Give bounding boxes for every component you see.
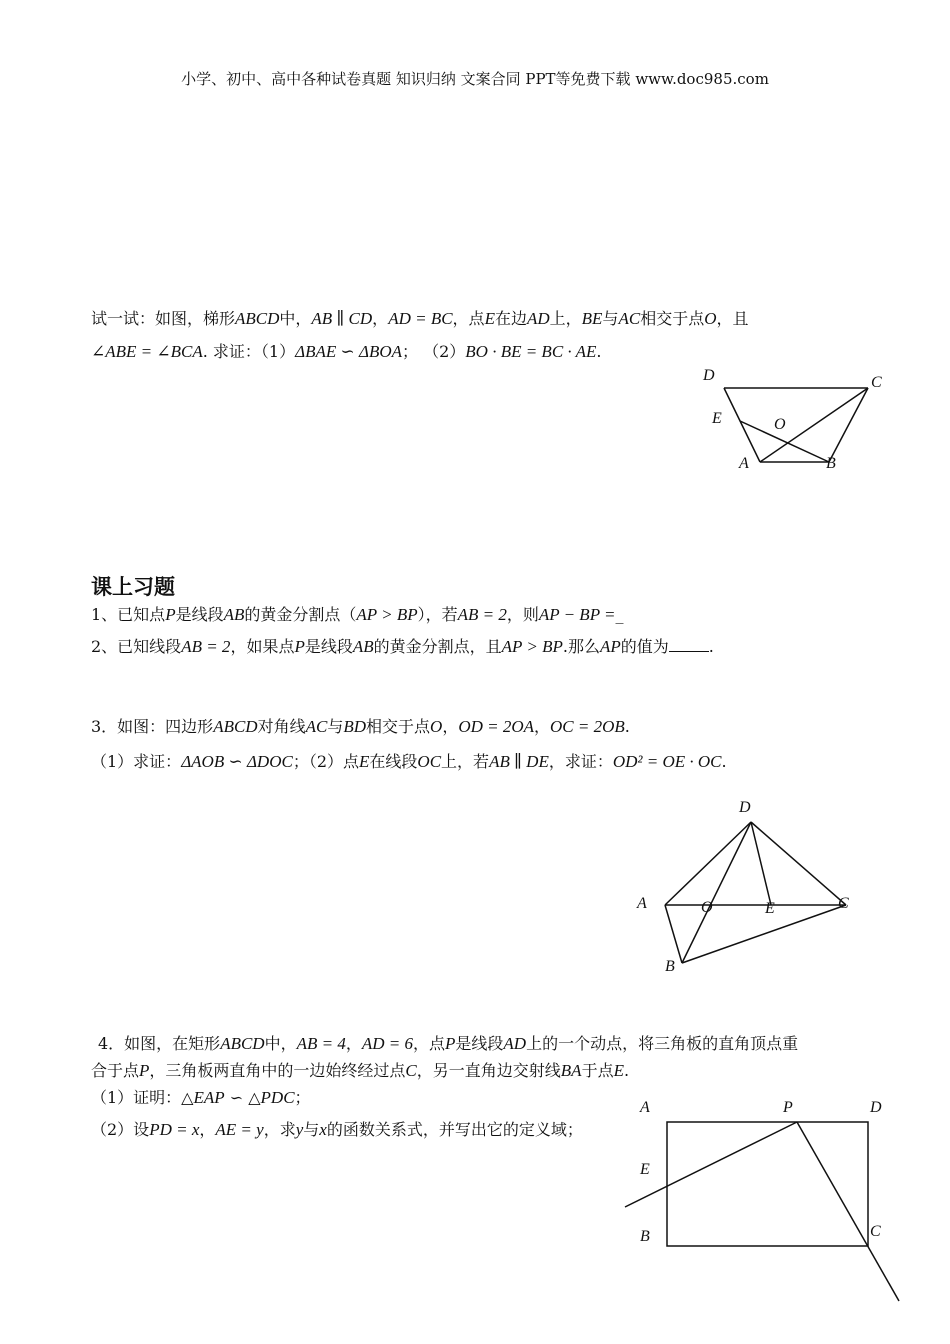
answer-blank: _ [615,605,624,624]
trial-text: 上， [549,309,582,328]
q4-text: . [623,1061,630,1080]
math-angle: ∠ABE = ∠BCA [91,342,203,361]
math-parallel: AB ∥ CD [311,309,373,328]
trial-text: 在边 [494,309,527,328]
math-ad: AD [526,309,550,328]
q1-text: 的黄金分割点（ [244,605,357,624]
label-e: E [765,900,775,917]
math-ab: AB [352,637,374,656]
label-a: A [637,895,647,912]
trial-text: 试一试：如图，梯形 [91,309,236,328]
math-y: y [295,1120,304,1139]
trial-text: ， [372,309,389,328]
q3-text: ，求证： [548,752,613,771]
q4-text: ∽ △ [224,1088,261,1107]
math-oc: OC = 2OB [550,717,625,736]
label-a: A [739,455,749,472]
math-o: O [430,717,443,736]
rectangle-abcd [667,1122,868,1246]
trial-text: . [596,342,602,361]
section-title: 课上习题 [91,575,175,599]
trial-text: 与 [602,309,619,328]
label-o: O [774,416,786,433]
q3-text: ， [442,717,459,736]
q4-text: （1）证明：△ [91,1088,194,1107]
math-x: x [319,1120,327,1139]
q4-text: ，另一直角边交射线 [416,1061,561,1080]
q2-text: 是线段 [304,637,353,656]
math-similar: ΔAOB ∽ ΔDOC [181,752,293,771]
label-c: C [838,895,849,912]
math-p: P [294,637,305,656]
label-b: B [665,958,675,975]
math-abcd: ABCD [213,717,258,736]
math-abcd: ABCD [220,1034,265,1053]
math-o: O [704,309,717,328]
q3-text: 相交于点 [366,717,431,736]
math-p: P [139,1061,150,1080]
math-ab-value: AB = 2 [457,605,507,624]
trial-text: ，点 [452,309,485,328]
q2-text: ，如果点 [230,637,295,656]
label-c: C [871,374,882,391]
q3-text: 上，若 [441,752,490,771]
math-ad-value: AD = 6 [361,1034,413,1053]
q2-text: 2、已知线段 [91,637,182,656]
q4-text: 是线段 [455,1034,504,1053]
label-d: D [870,1099,882,1116]
label-c: C [870,1223,881,1240]
math-bd: BD [343,717,367,736]
label-d: D [703,367,715,384]
label-b: B [640,1228,650,1245]
math-ac: AC [305,717,328,736]
q4-text: 与 [303,1120,320,1139]
math-od-squared: OD² = OE · OC [612,752,722,771]
q1-text: ，则 [506,605,539,624]
math-e: E [484,309,495,328]
q3-text: 对角线 [257,717,306,736]
math-product: BO · BE = BC · AE [465,342,597,361]
math-ad: AD [503,1034,527,1053]
trial-text: ； （2） [402,342,466,361]
q4-text: 中， [264,1034,297,1053]
math-condition: AP > BP [501,637,563,656]
math-ab-value: AB = 2 [181,637,231,656]
math-e: E [359,752,370,771]
label-o: O [701,899,713,916]
label-a: A [640,1099,650,1116]
q4-text: ，求 [263,1120,296,1139]
q1-text: 是线段 [175,605,224,624]
math-p: P [445,1034,456,1053]
q3-text: ；（2）点 [292,752,360,771]
q2-text: .那么 [562,637,600,656]
q1-text: 1、已知点 [91,605,166,624]
math-ba: BA [560,1061,582,1080]
trial-text: ，且 [716,309,749,328]
math-similar: ΔBAE ∽ ΔBOA [295,342,402,361]
segment-pc [797,1122,899,1301]
q4-text: ； [294,1088,311,1107]
math-abcd: ABCD [235,309,280,328]
q3-text: ， [534,717,551,736]
math-od: OD = 2OA [458,717,535,736]
q4-text: 上的一个动点，将三角板的直角顶点重 [526,1034,799,1053]
math-pdc: PDC [260,1088,295,1107]
math-ap: AP [599,637,621,656]
page-header: 小学、初中、高中各种试卷真题 知识归纳 文案合同 PPT等免费下载 www.doc985.com [181,70,769,88]
math-ab: AB [223,605,245,624]
math-oc: OC [417,752,442,771]
q1-text: ），若 [417,605,458,624]
label-p: P [783,1099,793,1116]
math-eap: EAP [193,1088,225,1107]
q4-text: ， [345,1034,362,1053]
q2-text: 的值为 [620,637,669,656]
label-d: D [739,799,751,816]
label-b: B [826,455,836,472]
q4-text: （2）设 [91,1120,150,1139]
trial-text: 中， [279,309,312,328]
q4-text: 合于点 [91,1061,140,1080]
math-condition: AP > BP [356,605,418,624]
q4-text: 4．如图，在矩形 [98,1034,221,1053]
math-be: BE [581,309,603,328]
label-e: E [712,410,722,427]
math-c: C [405,1061,417,1080]
q4-text: 于点 [581,1061,614,1080]
q3-text: . [721,752,727,771]
q2-text: . [708,637,714,656]
math-parallel: AB ∥ DE [489,752,549,771]
math-ab-value: AB = 4 [296,1034,346,1053]
math-pd: PD = x [149,1120,200,1139]
trial-text: 相交于点 [640,309,705,328]
q3-text: . [624,717,630,736]
q4-text: ， [199,1120,216,1139]
q2-text: 的黄金分割点，且 [373,637,502,656]
math-p: P [165,605,176,624]
math-ae: AE = y [215,1120,264,1139]
q4-text: ，点 [413,1034,446,1053]
segment-pe [625,1122,797,1207]
math-ad-bc: AD = BC [388,309,453,328]
trial-text: . 求证：（1） [202,342,296,361]
label-e: E [640,1161,650,1178]
math-expression: AP − BP = [538,605,616,624]
q3-text: 与 [327,717,344,736]
q4-text: ，三角板两直角中的一边始终经过点 [149,1061,406,1080]
math-ac: AC [618,309,641,328]
q3-text: 在线段 [369,752,418,771]
q4-text: 的函数关系式，并写出它的定义域； [326,1120,583,1139]
q3-text: （1）求证： [91,752,182,771]
math-e: E [613,1061,624,1080]
q3-text: 3．如图：四边形 [91,717,214,736]
